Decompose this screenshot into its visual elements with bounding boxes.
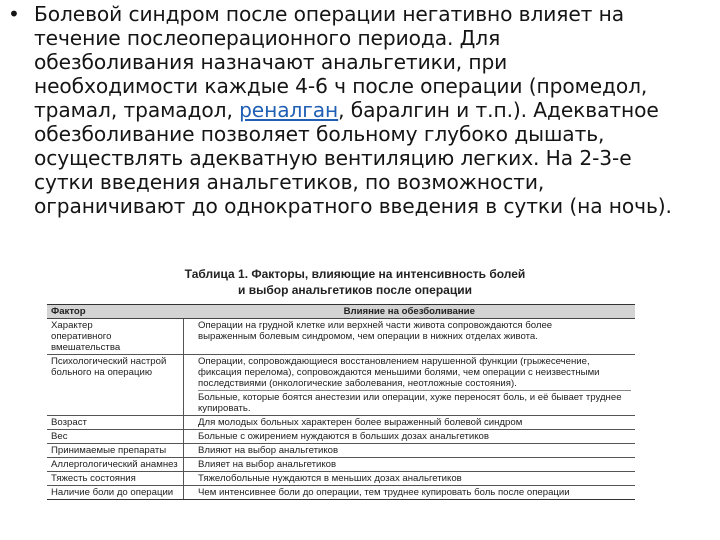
factor-cell: Принимаемые препараты xyxy=(47,444,184,458)
effect-text: Влияют на выбор анальгетиков xyxy=(198,445,339,456)
factor-cell: Тяжесть состояния xyxy=(47,472,184,486)
factor-cell: Характер оперативного вмешательства xyxy=(47,319,184,355)
effect-text: Для молодых больных характерен более выраженный болевой синдром xyxy=(198,417,523,428)
effect-text: Больные, которые боятся анестезии или операции, хуже переносят боль, и её бывает труднее купировать. xyxy=(198,390,631,414)
factors-table xyxy=(47,304,635,500)
factor-cell: Возраст xyxy=(47,416,184,430)
bullet-line: осуществлять адекватную вентиляцию легких. На 2-3-е xyxy=(34,146,632,170)
table-header-row xyxy=(47,305,635,319)
line-text: Болевой синдром после операции негативно влияет на xyxy=(34,2,625,26)
effect-cell xyxy=(184,472,636,486)
factor-cell: Аллергологический анамнез xyxy=(47,458,184,472)
reralgan-link[interactable]: реналган xyxy=(239,98,339,122)
factor-cell: Психологический настрой больного на операцию xyxy=(47,355,184,416)
bullet-line xyxy=(8,2,720,26)
table-row xyxy=(47,355,635,416)
table-row xyxy=(47,444,635,458)
bullet-line: необходимости каждые 4-6 ч после операции (промедол, xyxy=(34,74,648,98)
table-caption-line: Таблица 1. Факторы, влияющие на интенсивность болей xyxy=(184,267,526,281)
table-row xyxy=(47,430,635,444)
effect-cell xyxy=(184,486,636,500)
effect-text: Тяжелобольные нуждаются в меньших дозах анальгетиков xyxy=(198,473,462,484)
bullet-line: ограничивают до однократного введения в сутки (на ночь). xyxy=(34,194,672,218)
factor-cell: Вес xyxy=(47,430,184,444)
table-caption xyxy=(140,266,570,298)
bullet-line: течение послеоперационного периода. Для xyxy=(34,26,501,50)
table-caption-line: и выбор анальгетиков после операции xyxy=(238,283,472,297)
bullet-line: обезболивание позволяет больному глубоко дышать, xyxy=(34,122,605,146)
effect-text: Операции, сопровождающиеся восстановлением нарушенной функции (грыжесечение, фиксация перелома), сопровождаются меньшими болями, чем операции с неизвестными последствиями (онкологические заболевания, неотложные состояния). xyxy=(198,356,600,389)
effect-text: Чем интенсивнее боли до операции, тем труднее купировать боль после операции xyxy=(198,487,570,498)
effect-cell xyxy=(184,416,636,430)
table-row xyxy=(47,319,635,355)
bullet-line: обезболивания назначают анальгетики, при xyxy=(34,50,508,74)
effect-text: Влияет на выбор анальгетиков xyxy=(198,459,337,470)
header-effect: Влияние на обезболивание xyxy=(184,305,636,319)
table-row xyxy=(47,472,635,486)
line-text: трамал, трамадол, xyxy=(34,98,240,122)
factor-cell: Наличие боли до операции xyxy=(47,486,184,500)
bullet-icon: • xyxy=(8,2,20,26)
header-factor: Фактор xyxy=(47,305,184,319)
effect-cell xyxy=(184,458,636,472)
line-text: , баралгин и т.п.). Адекватное xyxy=(338,98,659,122)
bullet-paragraph xyxy=(8,2,720,218)
table-row xyxy=(47,416,635,430)
effect-cell xyxy=(184,430,636,444)
table-body xyxy=(47,319,635,500)
effect-cell xyxy=(184,355,636,416)
effect-cell xyxy=(184,319,636,355)
effect-text: Больные с ожирением нуждаются в больших дозах анальгетиков xyxy=(198,431,489,442)
table-row xyxy=(47,486,635,500)
effect-cell xyxy=(184,444,636,458)
effect-text: Операции на грудной клетке или верхней части живота сопровождаются более выраженным болевым синдромом, чем операции в нижних отделах живота. xyxy=(198,320,553,342)
bullet-line xyxy=(8,98,720,122)
bullet-line: сутки введения анальгетиков, по возможности, xyxy=(34,170,545,194)
table-row xyxy=(47,458,635,472)
